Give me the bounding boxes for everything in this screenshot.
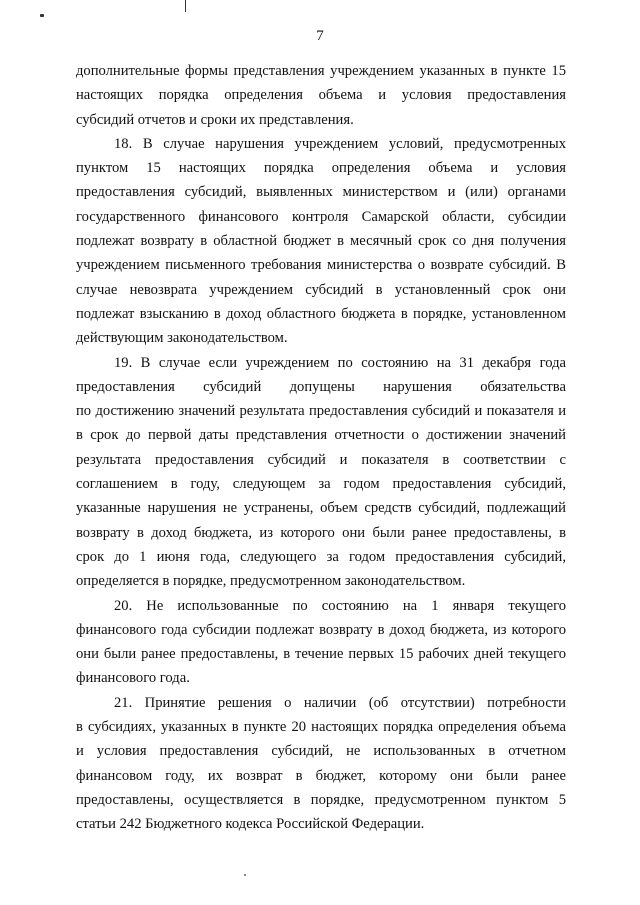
text-line: определяется в порядке, предусмотренном законодательством.	[76, 573, 466, 590]
text-line: срок до 1 июня года, следующего за годом предоставления субсидий,	[76, 548, 566, 565]
text-line: дополнительные формы представления учреждением указанных в пункте 15	[76, 63, 566, 79]
text-line: настоящих порядка определения объема и условия предоставления	[76, 87, 566, 104]
text-line: пунктом 15 настоящих порядка определения объема и условия	[76, 160, 566, 177]
paragraph-19-first-line: 19. В случае если учреждением по состоянию на 31 декабря года	[114, 354, 566, 371]
text-line: подлежат возврату в областной бюджет в месячный срок со дня получения	[76, 233, 566, 250]
text-line: предоставления субсидий допущены нарушения обязательства	[76, 378, 566, 395]
scan-mark-tick	[185, 0, 186, 12]
scan-mark-dot	[40, 14, 44, 17]
text-line: статьи 242 Бюджетного кодекса Российской Федерации.	[76, 816, 425, 833]
text-line: действующим законодательством.	[76, 330, 288, 347]
text-line: они были ранее предоставлены, в течение первых 15 рабочих дней текущего	[76, 646, 566, 663]
text-line: и условия предоставления субсидий, не использованных в отчетном	[76, 743, 566, 760]
text-line: по достижению значений результата предоставления субсидий и показателя и	[76, 403, 566, 420]
paragraph-21-first-line: 21. Принятие решения о наличии (об отсутствии) потребности	[114, 694, 566, 711]
page-number: 7	[316, 28, 324, 44]
text-line: финансовом году, их возврат в бюджет, которому они были ранее	[76, 767, 566, 784]
text-line: возврату в доход бюджета, из которого они были ранее предоставлены, в	[76, 524, 566, 541]
text-line: случае невозврата учреждением субсидий в установленный срок они	[76, 281, 566, 298]
text-line: соглашением в году, следующем за годом предоставления субсидий,	[76, 476, 566, 493]
text-line: указанные нарушения не устранены, объем средств субсидий, подлежащий	[76, 500, 566, 517]
paragraph-20-first-line: 20. Не использованные по состоянию на 1 января текущего	[114, 597, 566, 614]
text-line: подлежат взысканию в доход областного бюджета в порядке, установленном	[76, 305, 566, 322]
paragraph-18-first-line: 18. В случае нарушения учреждением условий, предусмотренных	[114, 135, 566, 152]
text-line: предоставления субсидий, выявленных министерством и (или) органами	[76, 184, 566, 201]
text-line: учреждением письменного требования министерства о возврате субсидий. В	[76, 257, 566, 274]
text-line: субсидий отчетов и сроки их представления.	[76, 111, 354, 128]
text-line: предоставлены, осуществляется в порядке, предусмотренном пунктом 5	[76, 791, 566, 808]
text-line: государственного финансового контроля Самарской области, субсидии	[76, 208, 566, 225]
scan-mark-speck	[244, 874, 246, 876]
text-line: финансового года субсидии подлежат возврату в доход бюджета, из которого	[76, 621, 566, 638]
text-line: результата предоставления субсидий и показателя в соответствии с	[76, 451, 566, 468]
text-line: финансового года.	[76, 670, 190, 687]
text-line: в срок до первой даты представления отчетности о достижении значений	[76, 427, 566, 444]
document-body	[76, 59, 566, 837]
text-line: в субсидиях, указанных в пункте 20 настоящих порядка определения объема	[76, 719, 566, 736]
